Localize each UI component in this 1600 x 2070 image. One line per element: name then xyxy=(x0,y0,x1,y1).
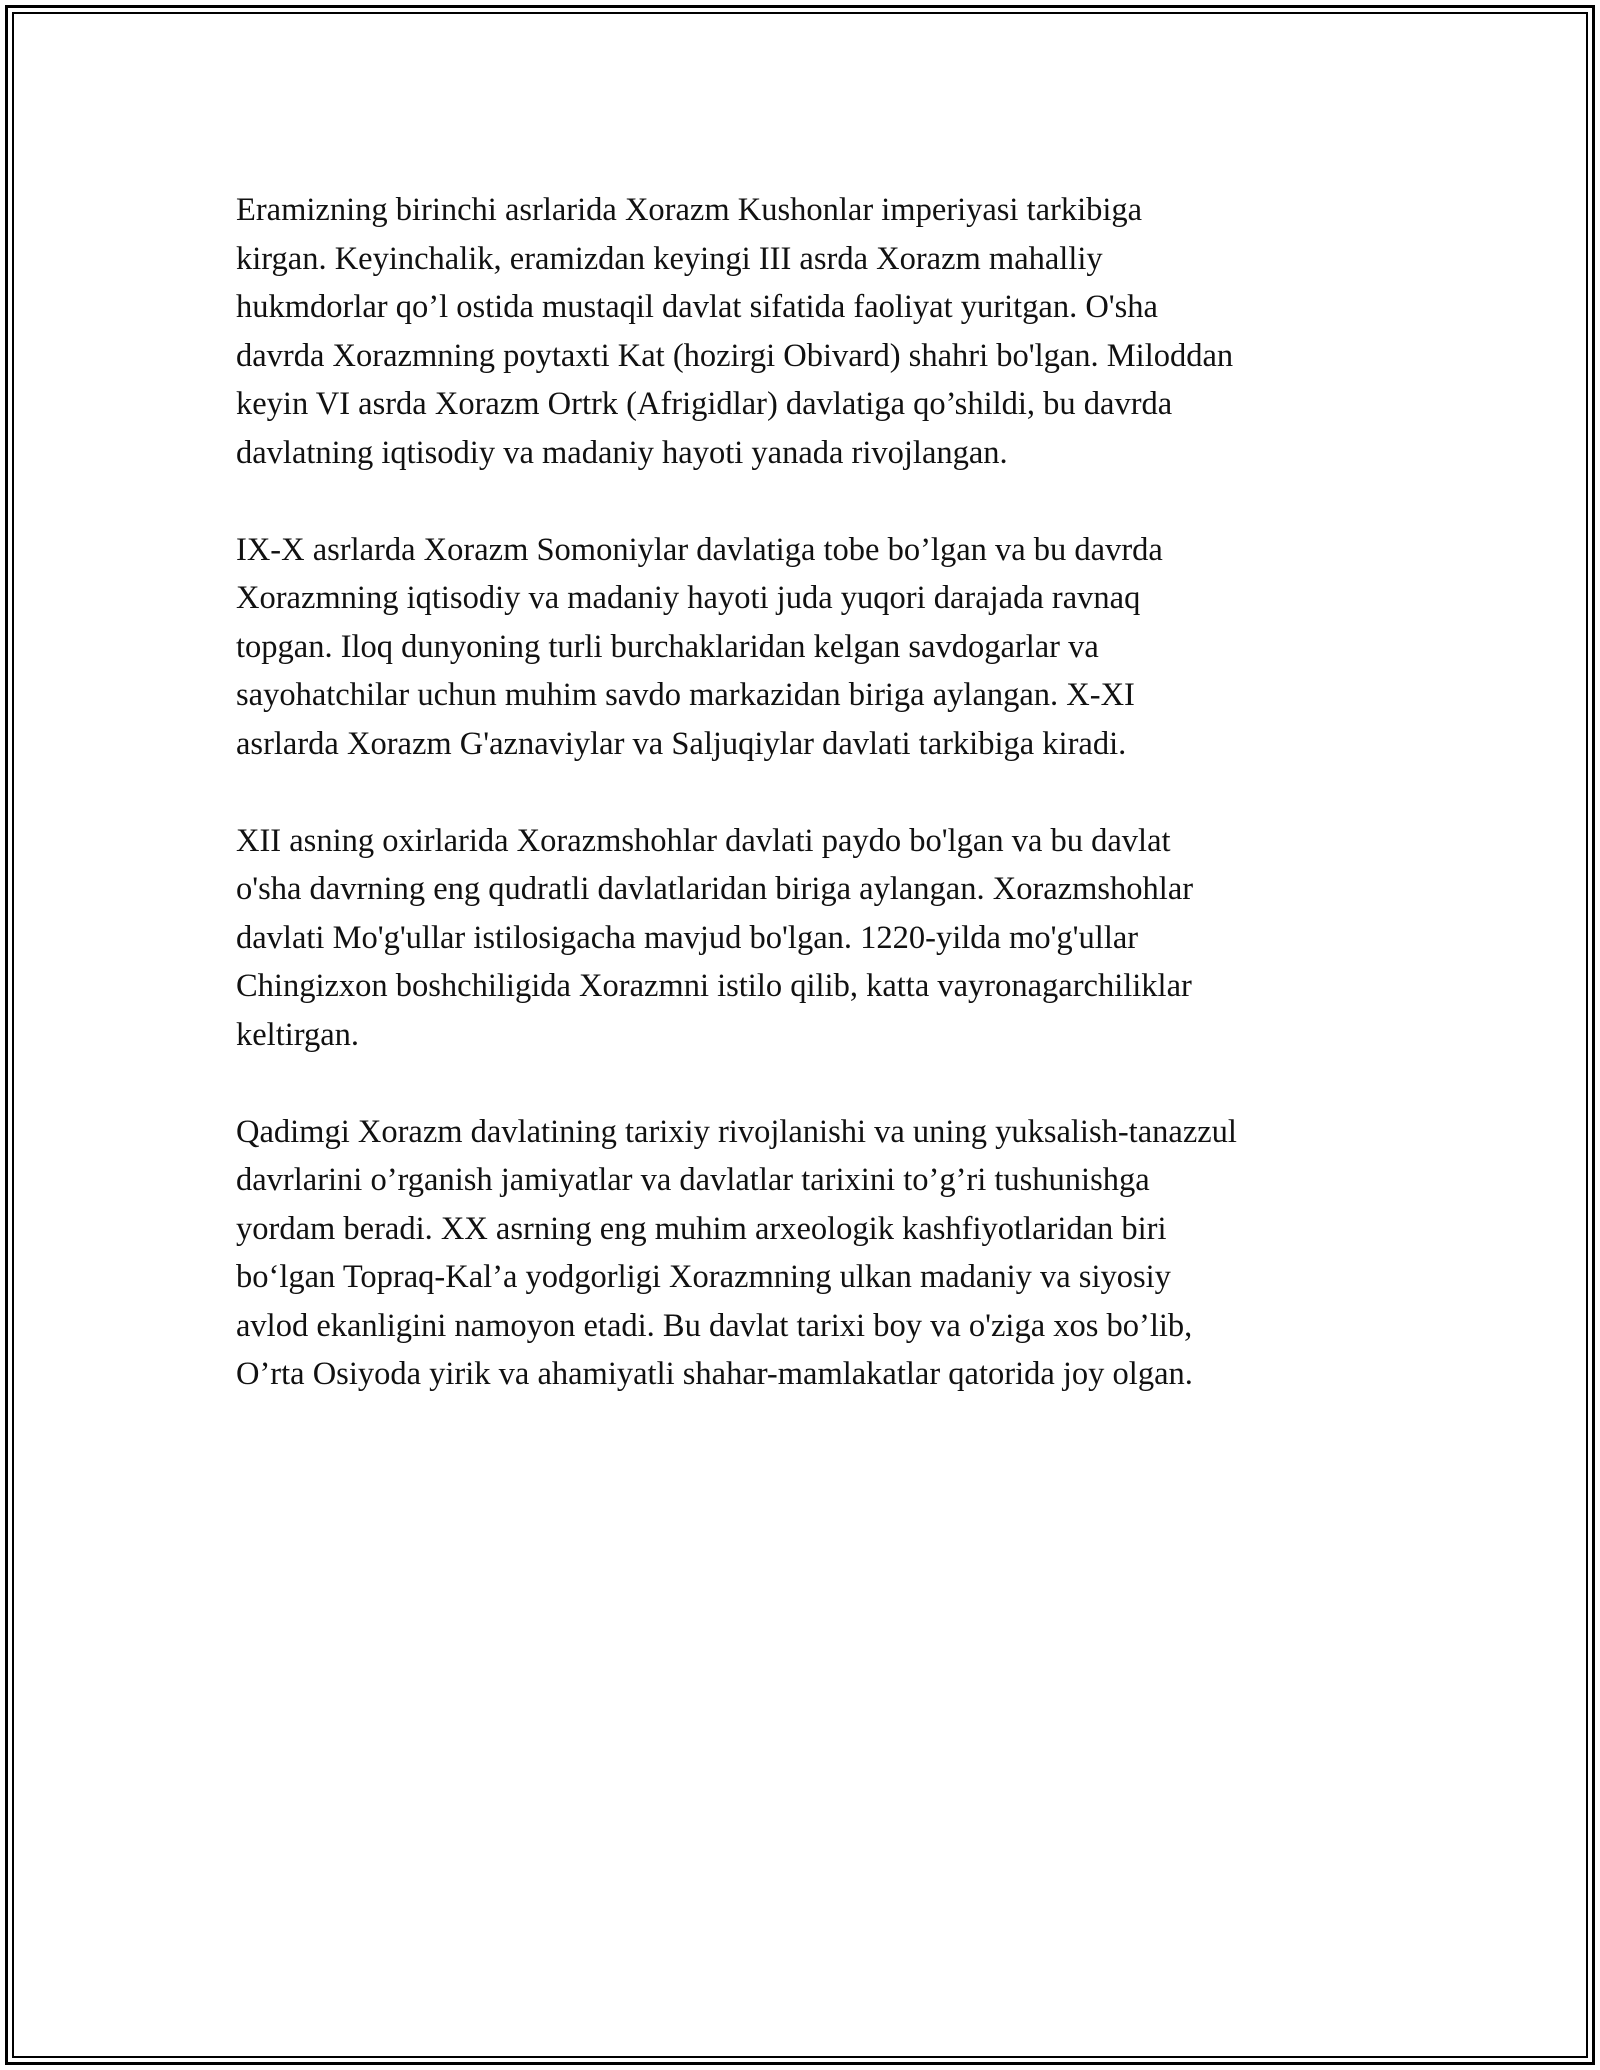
paragraph-kushan-era: Eramizning birinchi asrlarida Xorazm Kushonlar imperiyasi tarkibiga kirgan. Keyinchalik, eramizdan keyingi III asrda Xorazm mahalliy hukmdorlar qo’l ostida mustaqil davlat sifatida faoliyat yuritgan. O'sha davrda Xorazmning poytaxti Kat (hozirgi Obivard) shahri bo'lgan. Miloddan keyin VI asrda Xorazm Ortrk (Afrigidlar) davlatiga qo’shildi, bu davrda davlatning iqtisodiy va madaniy hayoti yanada rivojlangan. xyxy=(236,192,1234,471)
paragraph-samanid-era: IX-X asrlarda Xorazm Somoniylar davlatiga tobe bo’lgan va bu davrda Xorazmning iqtisodiy va madaniy hayoti juda yuqori darajada ravnaq topgan. Iloq dunyoning turli burchaklaridan kelgan savdogarlar va sayohatchilar uchun muhim savdo markazidan biriga aylangan. X-XI asrlarda Xorazm G'aznaviylar va Saljuqiylar davlati tarkibiga kiradi. xyxy=(236,531,1163,762)
paragraph-historical-significance: Qadimgi Xorazm davlatining tarixiy rivojlanishi va uning yuksalish-tanazzul davrlarini o’rganish jamiyatlar va davlatlar tarixini to’g’ri tushunishga yordam beradi. XX asrning eng muhim arxeologik kashfiyotlaridan biri bo‘lgan Topraq-Kal’a yodgorligi Xorazmning ulkan madaniy va siyosiy avlod ekanligini namoyon etadi. Bu davlat tarixi boy va o'ziga xos bo’lib, O’rta Osiyoda yirik va ahamiyatli shahar-mamlakatlar qatorida joy olgan. xyxy=(236,1113,1237,1392)
paragraph-khwarazmshah-era: XII asning oxirlarida Xorazmshohlar davlati paydo bo'lgan va bu davlat o'sha davrning eng qudratli davlatlaridan biriga aylangan. Xorazmshohlar davlati Mo'g'ullar istilosigacha mavjud bo'lgan. 1220-yilda mo'g'ullar Chingizxon boshchiligida Xorazmni istilo qilib, katta vayronagarchiliklar keltirgan. xyxy=(236,822,1194,1053)
document-body xyxy=(236,186,1396,1447)
